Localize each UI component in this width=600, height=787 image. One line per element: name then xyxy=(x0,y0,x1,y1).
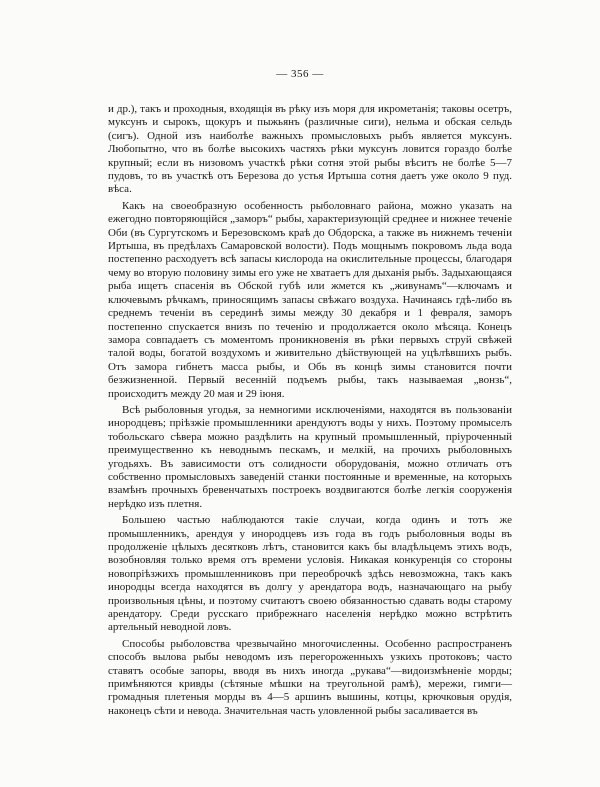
paragraph: Способы рыболовства чрезвычайно многочисленны. Особенно распространенъ способъ вылова рыбы неводомъ изъ перегороженныхъ узкихъ протоковъ; часто ставятъ особые запоры, вводя въ нихъ иногда „рукава“—видоизмѣненіе морды; примѣняются кривды (сѣтяные мѣшки на треугольной рамѣ), мережи, гимги—громадныя плетеныя морды въ 4—5 аршинъ вышины, котцы, крючковыя орудія, наконецъ сѣти и невода. Значительная часть уловленной рыбы засаливается въ xyxy=(108,637,512,717)
page-number: — 356 — xyxy=(276,68,324,80)
body-text xyxy=(108,103,512,721)
paragraph: Большею частью наблюдаются такіе случаи, когда одинъ и тотъ же промышленникъ, арендуя у инородцевъ изъ года въ годъ рыболовныя воды въ продолженіе цѣлыхъ десятковъ лѣтъ, становится какъ бы владѣльцемъ этихъ водъ, возобновляя только время отъ времени условія. Никакая конкуренція со стороны новопріѣзжихъ промышленниковъ при переоброчкѣ здѣсь невозможна, такъ какъ инородцы всегда находятся въ долгу у арендатора водъ, назначающаго на рыбу произвольныя цѣны, и поэтому считаютъ своею обязанностью сдавать воды старому арендатору. Среди русскаго прибрежнаго населенія нерѣдко можно встрѣтить артельный неводной ловъ. xyxy=(108,514,512,634)
paragraph: и др.), такъ и проходныя, входящія въ рѣку изъ моря для икрометанія; таковы осетръ, муксунъ и сырокъ, щокуръ и пыжьянъ (различные сиги), нельма и обская сельдь (сигъ). Одной изъ наиболѣе важныхъ промысловыхъ рыбъ является муксунъ. Любопытно, что въ болѣе высокихъ частяхъ рѣки муксунъ ловится гораздо болѣе крупный; если въ низовомъ участкѣ рѣки сотня этой рыбы вѣситъ не болѣе 5—7 пудовъ, то въ участкѣ отъ Березова до устья Иртыша сотня даетъ уже около 9 пуд. вѣса. xyxy=(108,103,512,196)
paragraph: Какъ на своеобразную особенность рыболовнаго района, можно указать на ежегодно повторяющійся „заморъ“ рыбы, характеризующій среднее и нижнее теченіе Оби (въ Сургутскомъ и Березовскомъ краѣ до Обдорска, а также въ нижнемъ теченіи Иртыша, въ предѣлахъ Самаровской волости). Подъ мощнымъ покровомъ льда вода постепенно расходуетъ всѣ запасы кислорода на окислительные процессы, благодаря чему во вторую половину зимы его уже не хватаетъ для дыханія рыбъ. Задыхающаяся рыба ищетъ спасенія въ Обской губѣ или жмется къ „живунамъ“—ключамъ и ключевымъ рѣчкамъ, приносящимъ запасы свѣжаго воздуха. Начинаясь гдѣ-либо въ среднемъ теченіи въ серединѣ зимы между 30 декабря и 1 февраля, заморъ постепенно спускается внизъ по теченію и продолжается около мѣсяца. Конецъ замора совпадаетъ съ моментомъ проникновенія въ рѣки первыхъ струй свѣжей талой воды, богатой воздухомъ и живительно дѣйствующей на уцѣлѣвшихъ рыбъ. Отъ замора гибнетъ масса рыбы, и Обь въ концѣ зимы становится почти безжизненной. Первый весенній подъемъ рыбы, такъ называемая „вонзь“, происходитъ между 20 мая и 29 іюня. xyxy=(108,199,512,400)
paragraph: Всѣ рыболовныя угодья, за немногими исключеніями, находятся въ пользованіи инородцевъ; пріѣзжіе промышленники арендуютъ воды у нихъ. Поэтому промыселъ тобольскаго сѣвера можно раздѣлить на крупный промышленный, пріуроченный преимущественно къ неводнымъ пескамъ, и мелкій, на прочихъ рыболовныхъ угодьяхъ. Въ зависимости отъ солидности оборудованія, можно отличать отъ собственно промысловыхъ заведеній станки постоянные и временные, на которыхъ взамѣнъ прочныхъ бревенчатыхъ построекъ воздвигаются болѣе легкія сооруженія нерѣдко изъ плетня. xyxy=(108,403,512,510)
